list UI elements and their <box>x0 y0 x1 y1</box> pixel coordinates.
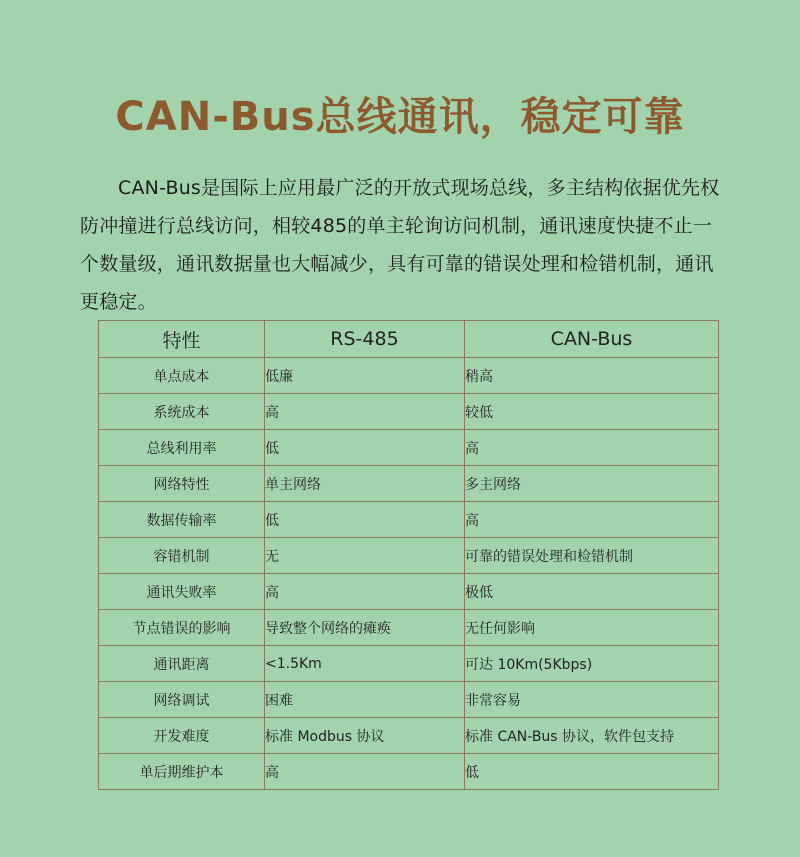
rs485-cell: 无 <box>265 538 465 574</box>
canbus-cell: 非常容易 <box>465 682 719 718</box>
page-title: CAN-Bus总线通讯，稳定可靠 <box>115 93 685 140</box>
canbus-cell: 标准 CAN-Bus 协议，软件包支持 <box>465 718 719 754</box>
table-row <box>99 538 719 574</box>
rs485-cell: 高 <box>265 394 465 430</box>
table-row <box>99 466 719 502</box>
table-row <box>99 574 719 610</box>
canbus-cell: 较低 <box>465 394 719 430</box>
rs485-cell: 低廉 <box>265 358 465 394</box>
feature-cell: 通讯距离 <box>99 646 265 682</box>
feature-cell: 网络调试 <box>99 682 265 718</box>
feature-cell: 总线利用率 <box>99 430 265 466</box>
rs485-cell: 低 <box>265 430 465 466</box>
feature-cell: 通讯失败率 <box>99 574 265 610</box>
canbus-cell: 高 <box>465 430 719 466</box>
canbus-cell: 极低 <box>465 574 719 610</box>
canbus-cell: 多主网络 <box>465 466 719 502</box>
table-row <box>99 718 719 754</box>
rs485-cell: <1.5Km <box>265 646 465 682</box>
feature-cell: 容错机制 <box>99 538 265 574</box>
table-row <box>99 430 719 466</box>
feature-cell: 开发难度 <box>99 718 265 754</box>
table-row <box>99 646 719 682</box>
canbus-cell: 稍高 <box>465 358 719 394</box>
table-row <box>99 502 719 538</box>
table-row <box>99 682 719 718</box>
rs485-cell: 导致整个网络的瘫痪 <box>265 610 465 646</box>
feature-cell: 数据传输率 <box>99 502 265 538</box>
canbus-cell: 高 <box>465 502 719 538</box>
header-feature: 特性 <box>99 321 265 358</box>
rs485-cell: 困难 <box>265 682 465 718</box>
table-row <box>99 358 719 394</box>
table-header-row <box>99 321 719 358</box>
rs485-cell: 高 <box>265 574 465 610</box>
rs485-cell: 标准 Modbus 协议 <box>265 718 465 754</box>
table-row <box>99 610 719 646</box>
table-row <box>99 394 719 430</box>
feature-cell: 单点成本 <box>99 358 265 394</box>
comparison-table <box>98 320 719 790</box>
rs485-cell: 单主网络 <box>265 466 465 502</box>
feature-cell: 单后期维护本 <box>99 754 265 790</box>
table-row <box>99 754 719 790</box>
canbus-cell: 低 <box>465 754 719 790</box>
feature-cell: 节点错误的影响 <box>99 610 265 646</box>
feature-cell: 系统成本 <box>99 394 265 430</box>
canbus-cell: 可达 10Km(5Kbps) <box>465 646 719 682</box>
header-canbus: CAN-Bus <box>465 321 719 358</box>
intro-paragraph: CAN-Bus是国际上应用最广泛的开放式现场总线，多主结构依据优先权防冲撞进行总线访问，相较485的单主轮询访问机制，通讯速度快捷不止一个数量级，通讯数据量也大幅减少，具有可靠的错误处理和检错机制，通讯更稳定。 <box>80 177 720 313</box>
rs485-cell: 低 <box>265 502 465 538</box>
feature-cell: 网络特性 <box>99 466 265 502</box>
canbus-cell: 无任何影响 <box>465 610 719 646</box>
rs485-cell: 高 <box>265 754 465 790</box>
canbus-cell: 可靠的错误处理和检错机制 <box>465 538 719 574</box>
header-rs485: RS-485 <box>265 321 465 358</box>
